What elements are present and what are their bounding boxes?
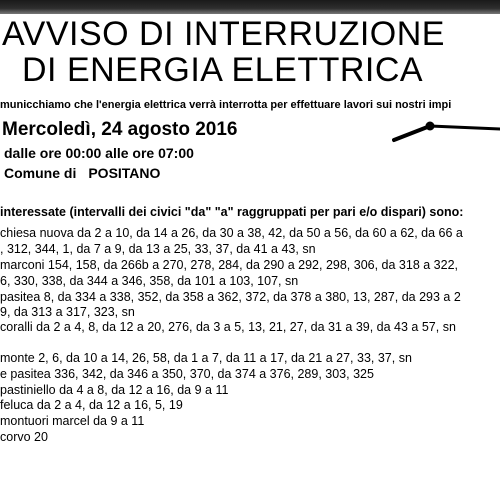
street-line: corvo 20 (0, 430, 48, 444)
street-line: monte 2, 6, da 10 a 14, 26, 58, da 1 a 7, da 11 a 17, da 21 a 27, 33, 37, sn (0, 351, 412, 365)
street-line: montuori marcel da 9 a 11 (0, 414, 145, 428)
outage-date: Mercoledì, 24 agosto 2016 (2, 119, 238, 140)
outage-hours: dalle ore 00:00 alle ore 07:00 (4, 145, 194, 161)
street-line: pastiniello da 4 a 8, da 12 a 16, da 9 a 11 (0, 383, 229, 397)
street-line: e pasitea 336, 342, da 346 a 350, 370, da 374 a 376, 289, 303, 325 (0, 367, 374, 381)
street-line: feluca da 2 a 4, da 12 a 16, 5, 19 (0, 398, 183, 412)
street-line: 6, 330, 338, da 344 a 346, 358, da 101 a 103, 107, sn (0, 274, 299, 288)
street-line: , 312, 344, 1, da 7 a 9, da 13 a 25, 33, 37, da 41 a 43, sn (0, 242, 316, 256)
street-line: pasitea 8, da 334 a 338, 352, da 358 a 362, 372, da 378 a 380, 13, 287, da 293 a 2 (0, 290, 461, 304)
intro-text: municchiamo che l'energia elettrica verrà interrotta per effettuare lavori sui nostri impi (0, 99, 452, 111)
top-dark-band (0, 0, 500, 14)
comune-label: Comune di (4, 165, 77, 181)
streets-header: interessate (intervalli dei civici "da" "a" raggruppati per pari e/o dispari) sono: (0, 205, 464, 219)
comune-line (4, 165, 160, 181)
street-line: coralli da 2 a 4, 8, da 12 a 20, 276, da 3 a 5, 13, 21, 27, da 31 a 39, da 43 a 57, sn (0, 320, 456, 334)
notice-title-line2: DI ENERGIA ELETTRICA (22, 51, 424, 89)
notice-title-line1: AVVISO DI INTERRUZIONE (2, 15, 445, 53)
clock-hands-icon (392, 116, 500, 148)
comune-name: POSITANO (88, 165, 161, 181)
street-line: marconi 154, 158, da 266b a 270, 278, 284, da 290 a 292, 298, 306, da 318 a 322, (0, 258, 459, 272)
street-line: 9, da 313 a 317, 323, sn (0, 305, 135, 319)
street-line: chiesa nuova da 2 a 10, da 14 a 26, da 30 a 38, 42, da 50 a 56, da 60 a 62, da 66 a (0, 226, 463, 240)
